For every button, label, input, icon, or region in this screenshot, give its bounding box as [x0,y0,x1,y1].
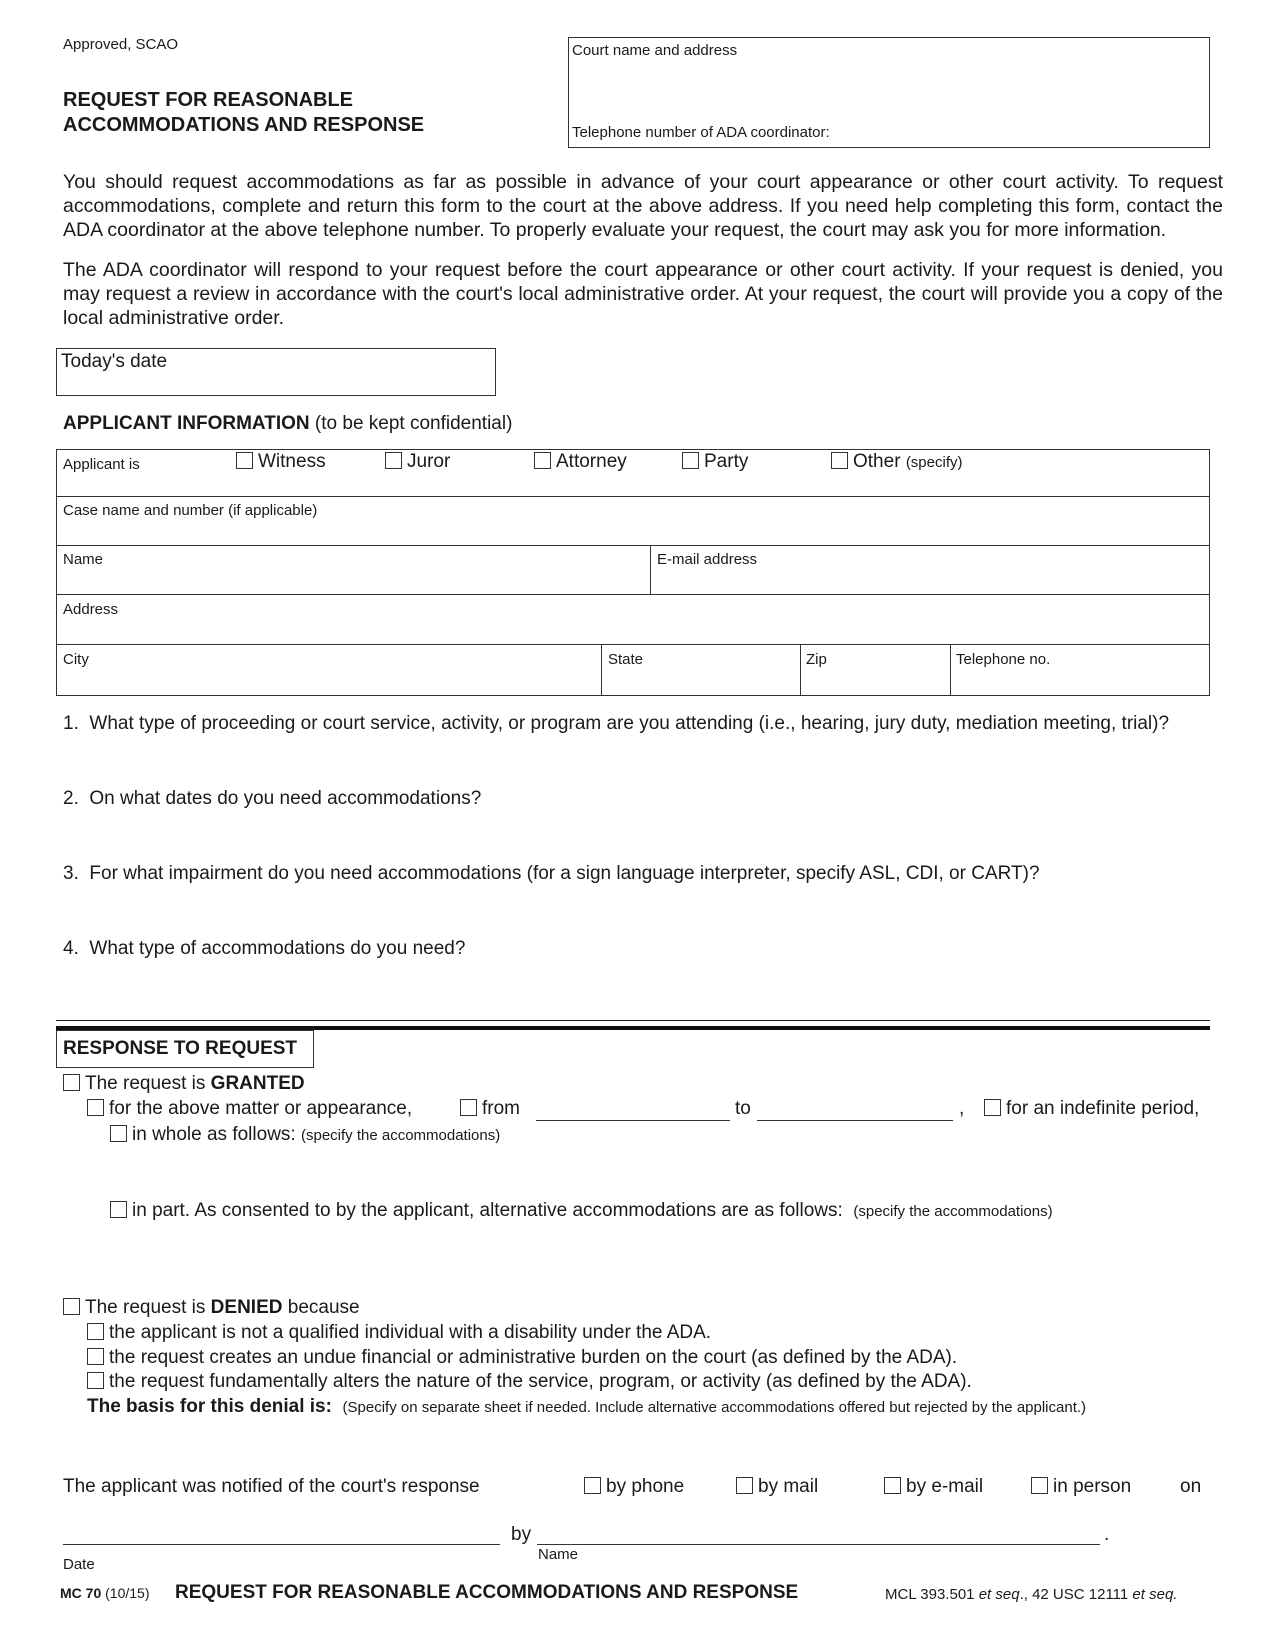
denied-word: DENIED [210,1297,283,1318]
role-party-label: Party [704,451,749,472]
email-label: E-mail address [657,551,758,568]
role-attorney[interactable] [534,451,627,473]
denial-reason-2[interactable] [87,1347,957,1369]
question-2: 2. On what dates do you need accommodations? [63,788,482,809]
court-name-label: Court name and address [572,42,738,59]
method-in-person[interactable] [1031,1476,1131,1498]
form-title [63,88,424,138]
juror-checkbox[interactable] [385,452,402,469]
role-other[interactable] [831,451,963,473]
reason-2-checkbox[interactable] [87,1348,104,1365]
mcl-citation: MCL 393.501 [885,1586,975,1603]
notified-label: The applicant was notified of the court's response [63,1476,480,1497]
in-whole-checkbox[interactable] [110,1125,127,1142]
indefinite-checkbox[interactable] [984,1099,1001,1116]
granted-prefix: The request is [85,1073,211,1094]
form-id [60,1585,149,1601]
from-date-line[interactable] [536,1120,730,1121]
intro-paragraph-1: You should request accommodations as far as possible in advance of your court appearance or other court activity. To request accommodations, complete and return this form to the court at the above address. If you need help completing this form, contact the ADA coordinator at the above telephone number. To properly evaluate your request, the court may ask you for more information. [63,171,1223,241]
method-phone[interactable] [584,1476,684,1498]
method-phone-label: by phone [606,1476,685,1497]
granted-row[interactable] [63,1073,305,1095]
in-part-note: (specify the accommodations) [853,1203,1053,1220]
case-name-label: Case name and number (if applicable) [63,502,318,519]
usc-citation: ., 42 USC 12111 [1019,1586,1129,1603]
attorney-checkbox[interactable] [534,452,551,469]
method-mail-label: by mail [758,1476,819,1497]
comma: , [959,1098,965,1119]
intro-paragraph-2: The ADA coordinator will respond to your request before the court appearance or other court activity. If your request is denied, you may request a review in accordance with the court's local administrative order. At your request, the court will provide you a copy of the local administrative order. [63,259,1223,329]
zip-label: Zip [806,651,827,668]
response-heading: RESPONSE TO REQUEST [56,1030,314,1068]
form-title-line2: ACCOMMODATIONS AND RESPONSE [63,114,425,136]
in-part-label: in part. As consented to by the applicant, alternative accommodations are as follows: [132,1200,843,1221]
date-caption: Date [63,1556,95,1573]
indefinite-option[interactable] [984,1098,1199,1120]
section-divider-thin [56,1020,1210,1021]
above-matter-checkbox[interactable] [87,1099,104,1116]
role-juror[interactable] [385,451,450,473]
reason-3-checkbox[interactable] [87,1372,104,1389]
telephone-label: Telephone no. [956,651,1051,668]
to-label: to [735,1098,751,1119]
in-person-checkbox[interactable] [1031,1477,1048,1494]
from-label: from [482,1098,520,1119]
denied-suffix: because [282,1297,360,1318]
applicant-heading-note: (to be kept confidential) [314,413,513,434]
form-number: MC 70 [60,1585,102,1601]
denied-prefix: The request is [85,1297,211,1318]
denied-row[interactable] [63,1297,360,1319]
name-line[interactable] [537,1544,1100,1545]
role-party[interactable] [682,451,748,473]
role-witness[interactable] [236,451,326,473]
other-checkbox[interactable] [831,452,848,469]
applicant-is-label: Applicant is [63,456,140,473]
party-checkbox[interactable] [682,452,699,469]
method-email-label: by e-mail [906,1476,984,1497]
basis-label: The basis for this denial is: [87,1396,332,1417]
denial-reason-3[interactable] [87,1371,972,1393]
from-option[interactable] [460,1098,520,1120]
applicant-heading [63,413,512,435]
in-whole-note: (specify the accommodations) [300,1127,501,1144]
todays-date-field[interactable] [56,348,496,396]
email-checkbox[interactable] [884,1477,901,1494]
question-4: 4. What type of accommodations do you need? [63,938,466,959]
role-other-note: (specify) [905,454,963,471]
reason-3-label: the request fundamentally alters the nature of the service, program, or activity (as defined by the ADA). [109,1371,972,1392]
court-info-box[interactable] [568,37,1210,148]
reason-1-checkbox[interactable] [87,1323,104,1340]
in-part-checkbox[interactable] [110,1201,127,1218]
date-line[interactable] [63,1544,500,1545]
et-seq-1: et seq [978,1586,1020,1603]
name-label: Name [63,551,104,568]
method-in-person-label: in person [1053,1476,1132,1497]
denial-reason-1[interactable] [87,1322,711,1344]
above-matter-option[interactable] [87,1098,412,1120]
question-3: 3. For what impairment do you need accommodations (for a sign language interpreter, specify ASL, CDI, or CART)? [63,863,1040,884]
applicant-heading-text: APPLICANT INFORMATION [63,413,310,434]
to-date-line[interactable] [757,1120,953,1121]
name-caption: Name [538,1546,579,1563]
question-1: 1. What type of proceeding or court service, activity, or program are you attending (i.e., hearing, jury duty, mediation meeting, trial)? [63,713,1170,734]
role-juror-label: Juror [407,451,451,472]
form-title-line1: REQUEST FOR REASONABLE [63,89,354,111]
state-label: State [608,651,644,668]
denied-checkbox[interactable] [63,1298,80,1315]
todays-date-label: Today's date [61,351,168,372]
footer-title: REQUEST FOR REASONABLE ACCOMMODATIONS AND RESPONSE [175,1582,799,1603]
method-mail[interactable] [736,1476,818,1498]
indefinite-label: for an indefinite period, [1006,1098,1200,1119]
above-matter-label: for the above matter or appearance, [109,1098,413,1119]
ada-phone-label: Telephone number of ADA coordinator: [572,124,830,141]
phone-checkbox[interactable] [584,1477,601,1494]
granted-word: GRANTED [210,1073,305,1094]
signature-period: . [1104,1524,1110,1545]
footer-citation [885,1586,1177,1603]
witness-checkbox[interactable] [236,452,253,469]
from-checkbox[interactable] [460,1099,477,1116]
in-whole-label: in whole as follows: [132,1124,296,1145]
mail-checkbox[interactable] [736,1477,753,1494]
in-part-option[interactable] [110,1200,1053,1222]
basis-note: (Specify on separate sheet if needed. Include alternative accommodations offered but rejected by the applicant.) [342,1399,1087,1416]
address-label: Address [63,601,119,618]
role-witness-label: Witness [258,451,326,472]
role-other-label: Other [853,451,901,472]
on-label: on [1180,1476,1202,1497]
reason-2-label: the request creates an undue financial or administrative burden on the court (as defined by the ADA). [109,1347,958,1368]
role-attorney-label: Attorney [556,451,627,472]
reason-1-label: the applicant is not a qualified individual with a disability under the ADA. [109,1322,712,1343]
by-label: by [511,1524,532,1545]
approved-label: Approved, SCAO [63,36,179,53]
in-whole-option[interactable] [110,1124,500,1146]
et-seq-2: et seq. [1132,1586,1178,1603]
granted-checkbox[interactable] [63,1074,80,1091]
basis-row [87,1396,1086,1418]
form-revision: (10/15) [105,1585,150,1601]
city-label: City [63,651,89,668]
method-email[interactable] [884,1476,983,1498]
